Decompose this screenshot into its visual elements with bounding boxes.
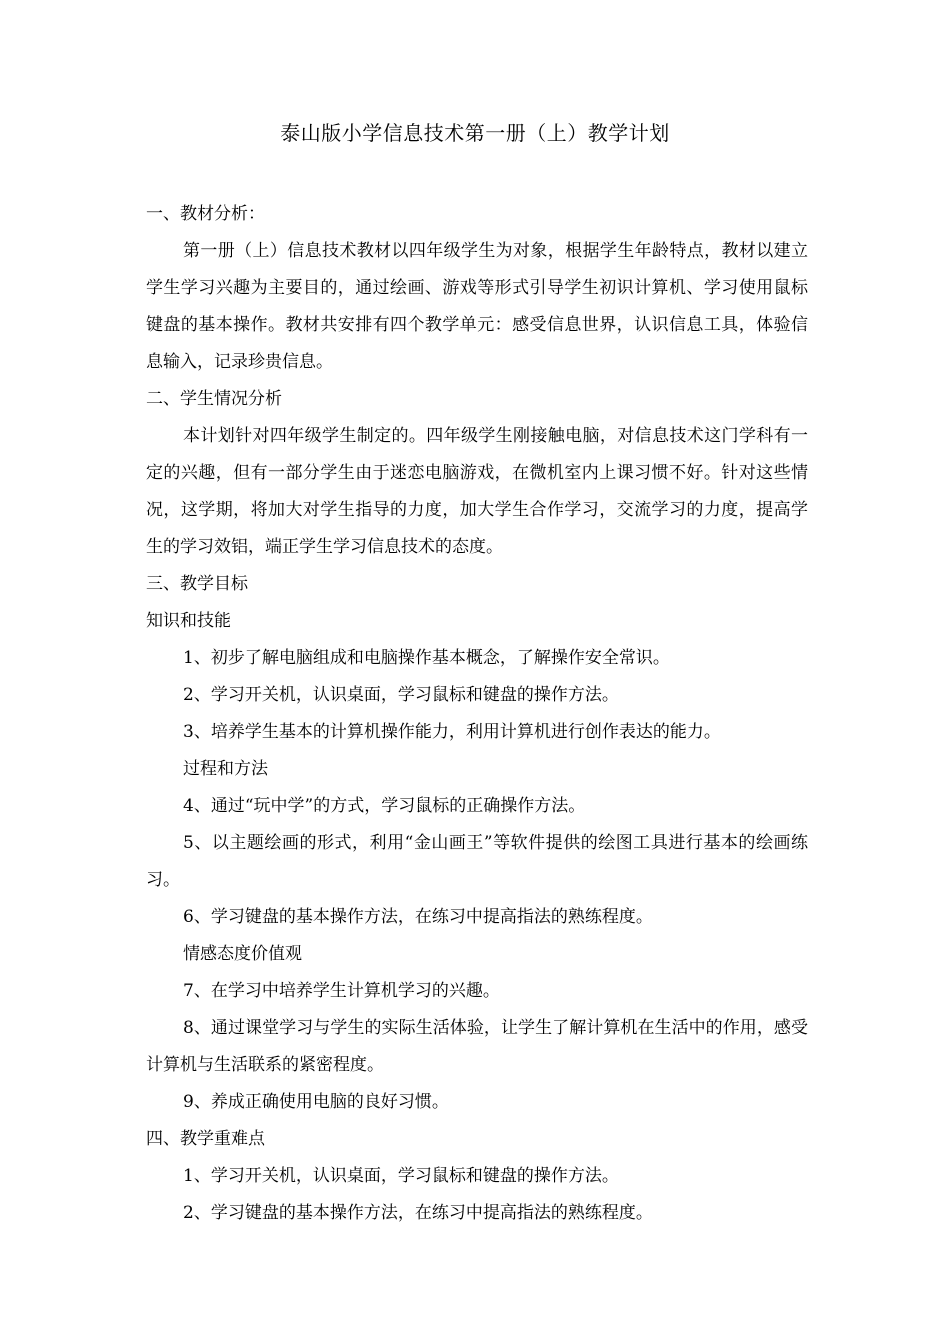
subheading-process-methods: 过程和方法 xyxy=(183,759,268,779)
goal-item-8: 8、通过课堂学习与学生的实际生活体验，让学生了解计算机在生活中的作用，感受计算机与生活联系的紧密程度。 xyxy=(146,1018,808,1075)
goal-item-6: 6、学习键盘的基本操作方法，在练习中提高指法的熟练程度。 xyxy=(183,907,653,927)
goal-item-9: 9、养成正确使用电脑的良好习惯。 xyxy=(183,1092,449,1112)
goal-item-5: 5、以主题绘画的形式，利用“金山画王”等软件提供的绘图工具进行基本的绘画练习。 xyxy=(146,833,808,890)
goal-item-3: 3、培养学生基本的计算机操作能力，利用计算机进行创作表达的能力。 xyxy=(183,722,721,742)
section-heading-student-analysis: 二、学生情况分析 xyxy=(146,389,282,409)
paragraph-textbook-analysis: 第一册（上）信息技术教材以四年级学生为对象，根据学生年龄特点，教材以建立学生学习兴趣为主要目的，通过绘画、游戏等形式引导学生初识计算机、学习使用鼠标键盘的基本操作。教材共安排有四个教学单元：感受信息世界，认识信息工具，体验信息输入，记录珍贵信息。 xyxy=(146,241,808,372)
goal-item-7: 7、在学习中培养学生计算机学习的兴趣。 xyxy=(183,981,500,1001)
section-heading-teaching-goals: 三、教学目标 xyxy=(146,574,248,594)
document-body xyxy=(146,196,808,1232)
key-point-1: 1、学习开关机，认识桌面，学习鼠标和键盘的操作方法。 xyxy=(183,1166,619,1186)
paragraph-student-analysis: 本计划针对四年级学生制定的。四年级学生刚接触电脑，对信息技术这门学科有一定的兴趣，但有一部分学生由于迷恋电脑游戏，在微机室内上课习惯不好。针对这些情况，这学期，将加大对学生指导的力度，加大学生合作学习，交流学习的力度，提高学生的学习效铝，端正学生学习信息技术的态度。 xyxy=(146,426,808,557)
document-title: 泰山版小学信息技术第一册（上）教学计划 xyxy=(280,121,670,145)
subheading-knowledge-skills: 知识和技能 xyxy=(146,611,231,631)
goal-item-1: 1、初步了解电脑组成和电脑操作基本概念，了解操作安全常识。 xyxy=(183,648,670,668)
section-heading-key-points: 四、教学重难点 xyxy=(146,1129,265,1149)
section-heading-textbook-analysis: 一、教材分析： xyxy=(146,204,265,224)
goal-item-4: 4、通过“玩中学”的方式，学习鼠标的正确操作方法。 xyxy=(183,796,586,816)
key-point-2: 2、学习键盘的基本操作方法，在练习中提高指法的熟练程度。 xyxy=(183,1203,653,1223)
subheading-attitude-values: 情感态度价值观 xyxy=(183,944,302,964)
goal-item-2: 2、学习开关机，认识桌面，学习鼠标和键盘的操作方法。 xyxy=(183,685,619,705)
